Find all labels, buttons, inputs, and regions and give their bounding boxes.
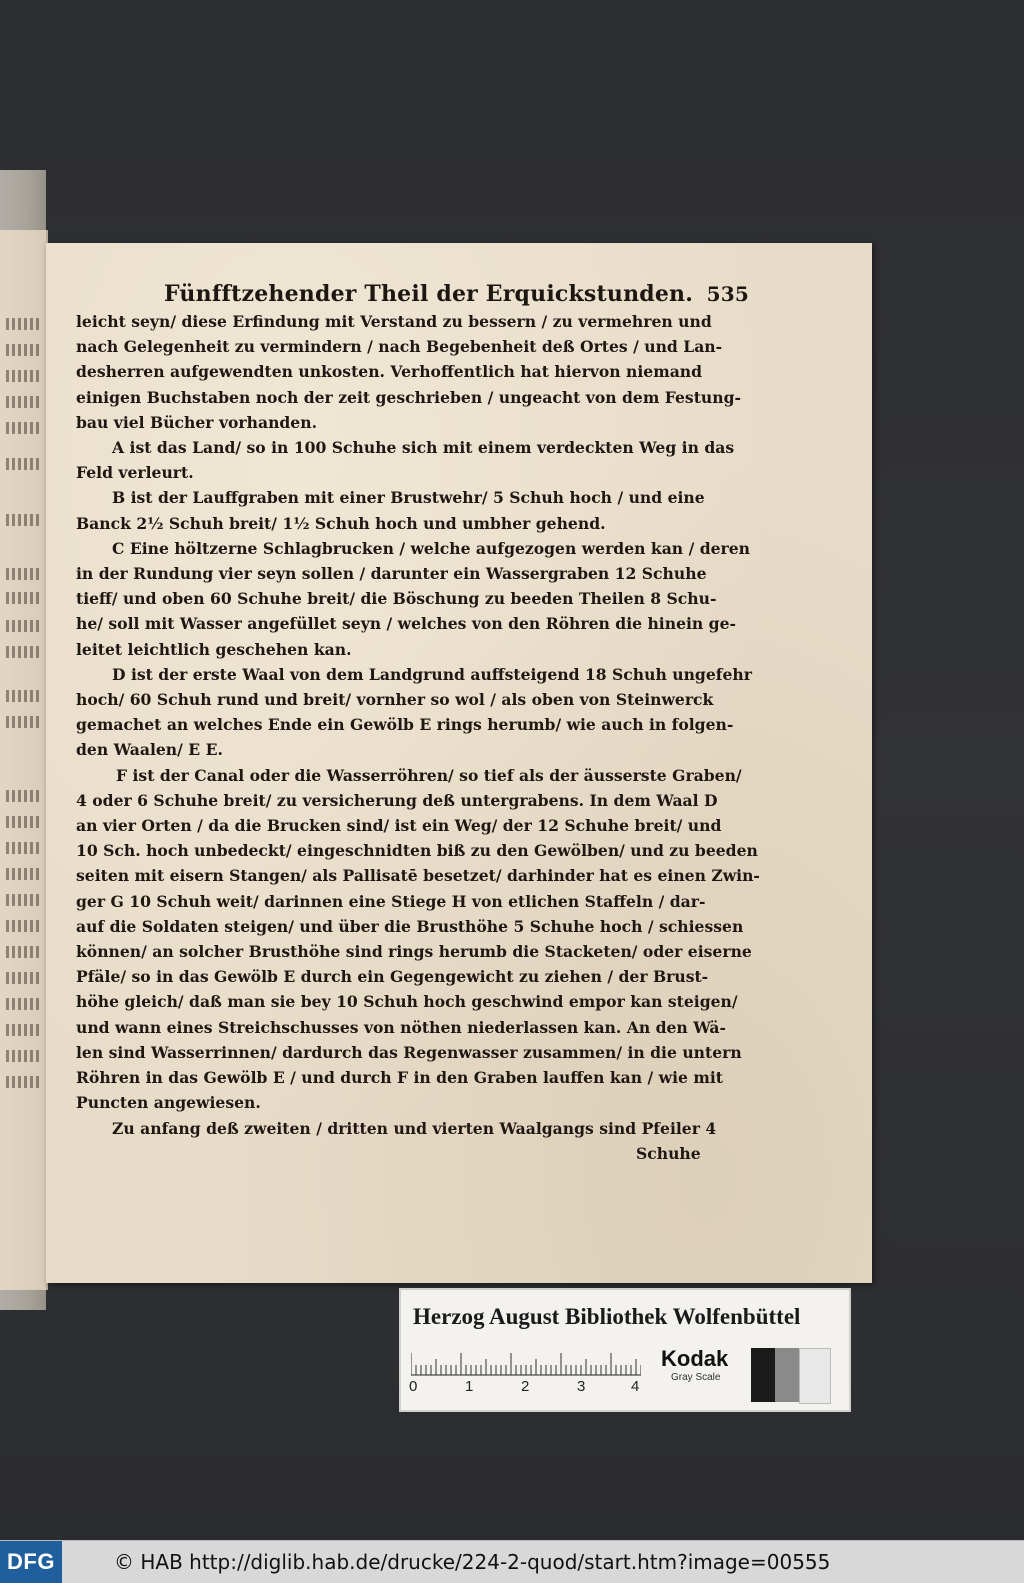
facing-text-fragment <box>6 344 40 356</box>
text-line: hoch/ 60 Schuh rund und breit/ vornher so wol / als oben von Steinwerck <box>76 690 714 710</box>
facing-text-fragment <box>6 318 40 330</box>
ruler-number: 1 <box>465 1378 474 1395</box>
swatch-black <box>751 1348 775 1402</box>
ruler-number: 3 <box>577 1378 586 1395</box>
running-head-title: Fünfftzehender Theil der Erquickstunden. <box>164 281 694 307</box>
facing-text-fragment <box>6 690 40 702</box>
text-line: F ist der Canal oder die Wasserröhren/ so tief als der äusserste Graben/ <box>116 765 742 785</box>
text-line: B ist der Lauffgraben mit einer Brustwehr/ 5 Schuh hoch / und eine <box>112 488 705 508</box>
ruler-scale <box>411 1346 641 1376</box>
text-line: in der Rundung vier seyn sollen / darunter ein Wassergraben 12 Schuhe <box>76 564 707 584</box>
facing-text-fragment <box>6 816 40 828</box>
page-number: 535 <box>706 282 749 306</box>
text-line: Puncten angewiesen. <box>76 1093 261 1113</box>
text-line: und wann eines Streichschusses von nöthen niederlassen kan. An den Wä- <box>76 1017 726 1037</box>
facing-text-fragment <box>6 716 40 728</box>
dfg-logo: DFG <box>0 1541 62 1583</box>
swatch-white <box>799 1348 831 1404</box>
footer-bar <box>0 1540 1024 1583</box>
facing-text-fragment <box>6 998 40 1010</box>
text-line: seiten mit eisern Stangen/ als Pallisatē besetzet/ darhinder hat es einen Zwin- <box>76 866 760 886</box>
swatch-gray <box>775 1348 799 1402</box>
text-line: einigen Buchstaben noch der zeit geschrieben / ungeacht von dem Festung- <box>76 387 741 407</box>
ruler-number: 2 <box>521 1378 530 1395</box>
facing-text-fragment <box>6 894 40 906</box>
facing-text-fragment <box>6 620 40 632</box>
text-line: C Eine höltzerne Schlagbrucken / welche aufgezogen werden kan / deren <box>112 538 750 558</box>
gray-scale-label: Gray Scale <box>671 1372 721 1383</box>
facing-text-fragment <box>6 396 40 408</box>
ruler-number: 0 <box>409 1378 418 1395</box>
text-line: ger G 10 Schuh weit/ darinnen eine Stiege H von etlichen Staffeln / dar- <box>76 891 706 911</box>
text-line: 4 oder 6 Schuhe breit/ zu versicherung deß untergrabens. In dem Waal D <box>76 790 718 810</box>
text-line: höhe gleich/ daß man sie bey 10 Schuh hoch geschwind empor kan steigen/ <box>76 992 738 1012</box>
text-line: Zu anfang deß zweiten / dritten und vierten Waalgangs sind Pfeiler 4 <box>112 1118 717 1138</box>
text-line: leicht seyn/ diese Erfindung mit Verstand zu bessern / zu vermehren und <box>76 312 712 331</box>
facing-text-fragment <box>6 842 40 854</box>
text-line: nach Gelegenheit zu vermindern / nach Begebenheit deß Ortes / und Lan- <box>76 337 723 357</box>
text-line: Pfäle/ so in das Gewölb E durch ein Gegengewicht zu ziehen / der Brust- <box>76 967 709 987</box>
text-line: D ist der erste Waal von dem Landgrund auffsteigend 18 Schuh ungefehr <box>112 664 752 684</box>
facing-text-fragment <box>6 458 40 470</box>
text-line: an vier Orten / da die Brucken sind/ ist ein Weg/ der 12 Schuhe breit/ und <box>76 816 722 836</box>
text-line: den Waalen/ E E. <box>76 740 223 760</box>
text-line: len sind Wasserrinnen/ dardurch das Regenwasser zusammen/ in die untern <box>76 1042 742 1062</box>
text-line: auf die Soldaten steigen/ und über die Brusthöhe 5 Schuhe hoch / schiessen <box>76 916 744 936</box>
facing-text-fragment <box>6 1024 40 1036</box>
facing-text-fragment <box>6 920 40 932</box>
facing-page-edge <box>0 230 48 1290</box>
running-head <box>164 281 749 307</box>
text-line: Röhren in das Gewölb E / und durch F in den Graben lauffen kan / wie mit <box>76 1068 723 1088</box>
facing-text-fragment <box>6 592 40 604</box>
text-line: Schuhe <box>636 1143 701 1163</box>
text-line: können/ an solcher Brusthöhe sind rings herumb die Stacketen/ oder eiserne <box>76 942 752 962</box>
facing-text-fragment <box>6 868 40 880</box>
text-line: bau viel Bücher vorhanden. <box>76 412 317 432</box>
facing-text-fragment <box>6 514 40 526</box>
source-url: © HAB http://diglib.hab.de/drucke/224-2-quod/start.htm?image=00555 <box>114 1550 831 1574</box>
facing-text-fragment <box>6 790 40 802</box>
text-line: A ist das Land/ so in 100 Schuhe sich mit einem verdeckten Weg in das <box>112 438 735 458</box>
facing-text-fragment <box>6 1050 40 1062</box>
text-line: leitet leichtlich geschehen kan. <box>76 639 352 659</box>
body-text <box>76 309 760 1166</box>
facing-text-fragment <box>6 568 40 580</box>
book-page <box>46 243 872 1283</box>
facing-text-fragment <box>6 422 40 434</box>
library-name: Herzog August Bibliothek Wolfenbüttel <box>413 1304 801 1329</box>
text-line: he/ soll mit Wasser angefüllet seyn / welches von den Röhren die hinein ge- <box>76 614 736 634</box>
facing-text-fragment <box>6 946 40 958</box>
text-line: Feld verleurt. <box>76 463 194 483</box>
ruler-number: 4 <box>631 1378 640 1395</box>
kodak-logo: Kodak <box>661 1346 729 1371</box>
text-line: gemachet an welches Ende ein Gewölb E rings herumb/ wie auch in folgen- <box>76 715 734 735</box>
color-calibration-chart <box>399 1288 851 1412</box>
facing-text-fragment <box>6 972 40 984</box>
facing-text-fragment <box>6 370 40 382</box>
facing-text-fragment <box>6 646 40 658</box>
facing-text-fragment <box>6 1076 40 1088</box>
text-line: desherren aufgewendten unkosten. Verhoffentlich hat hiervon niemand <box>76 362 703 382</box>
text-line: 10 Sch. hoch unbedeckt/ eingeschnidten biß zu den Gewölben/ und zu beeden <box>76 841 758 861</box>
text-line: tieff/ und oben 60 Schuhe breit/ die Böschung zu beeden Theilen 8 Schu- <box>76 589 717 609</box>
text-line: Banck 2½ Schuh breit/ 1½ Schuh hoch und umbher gehend. <box>76 513 606 533</box>
